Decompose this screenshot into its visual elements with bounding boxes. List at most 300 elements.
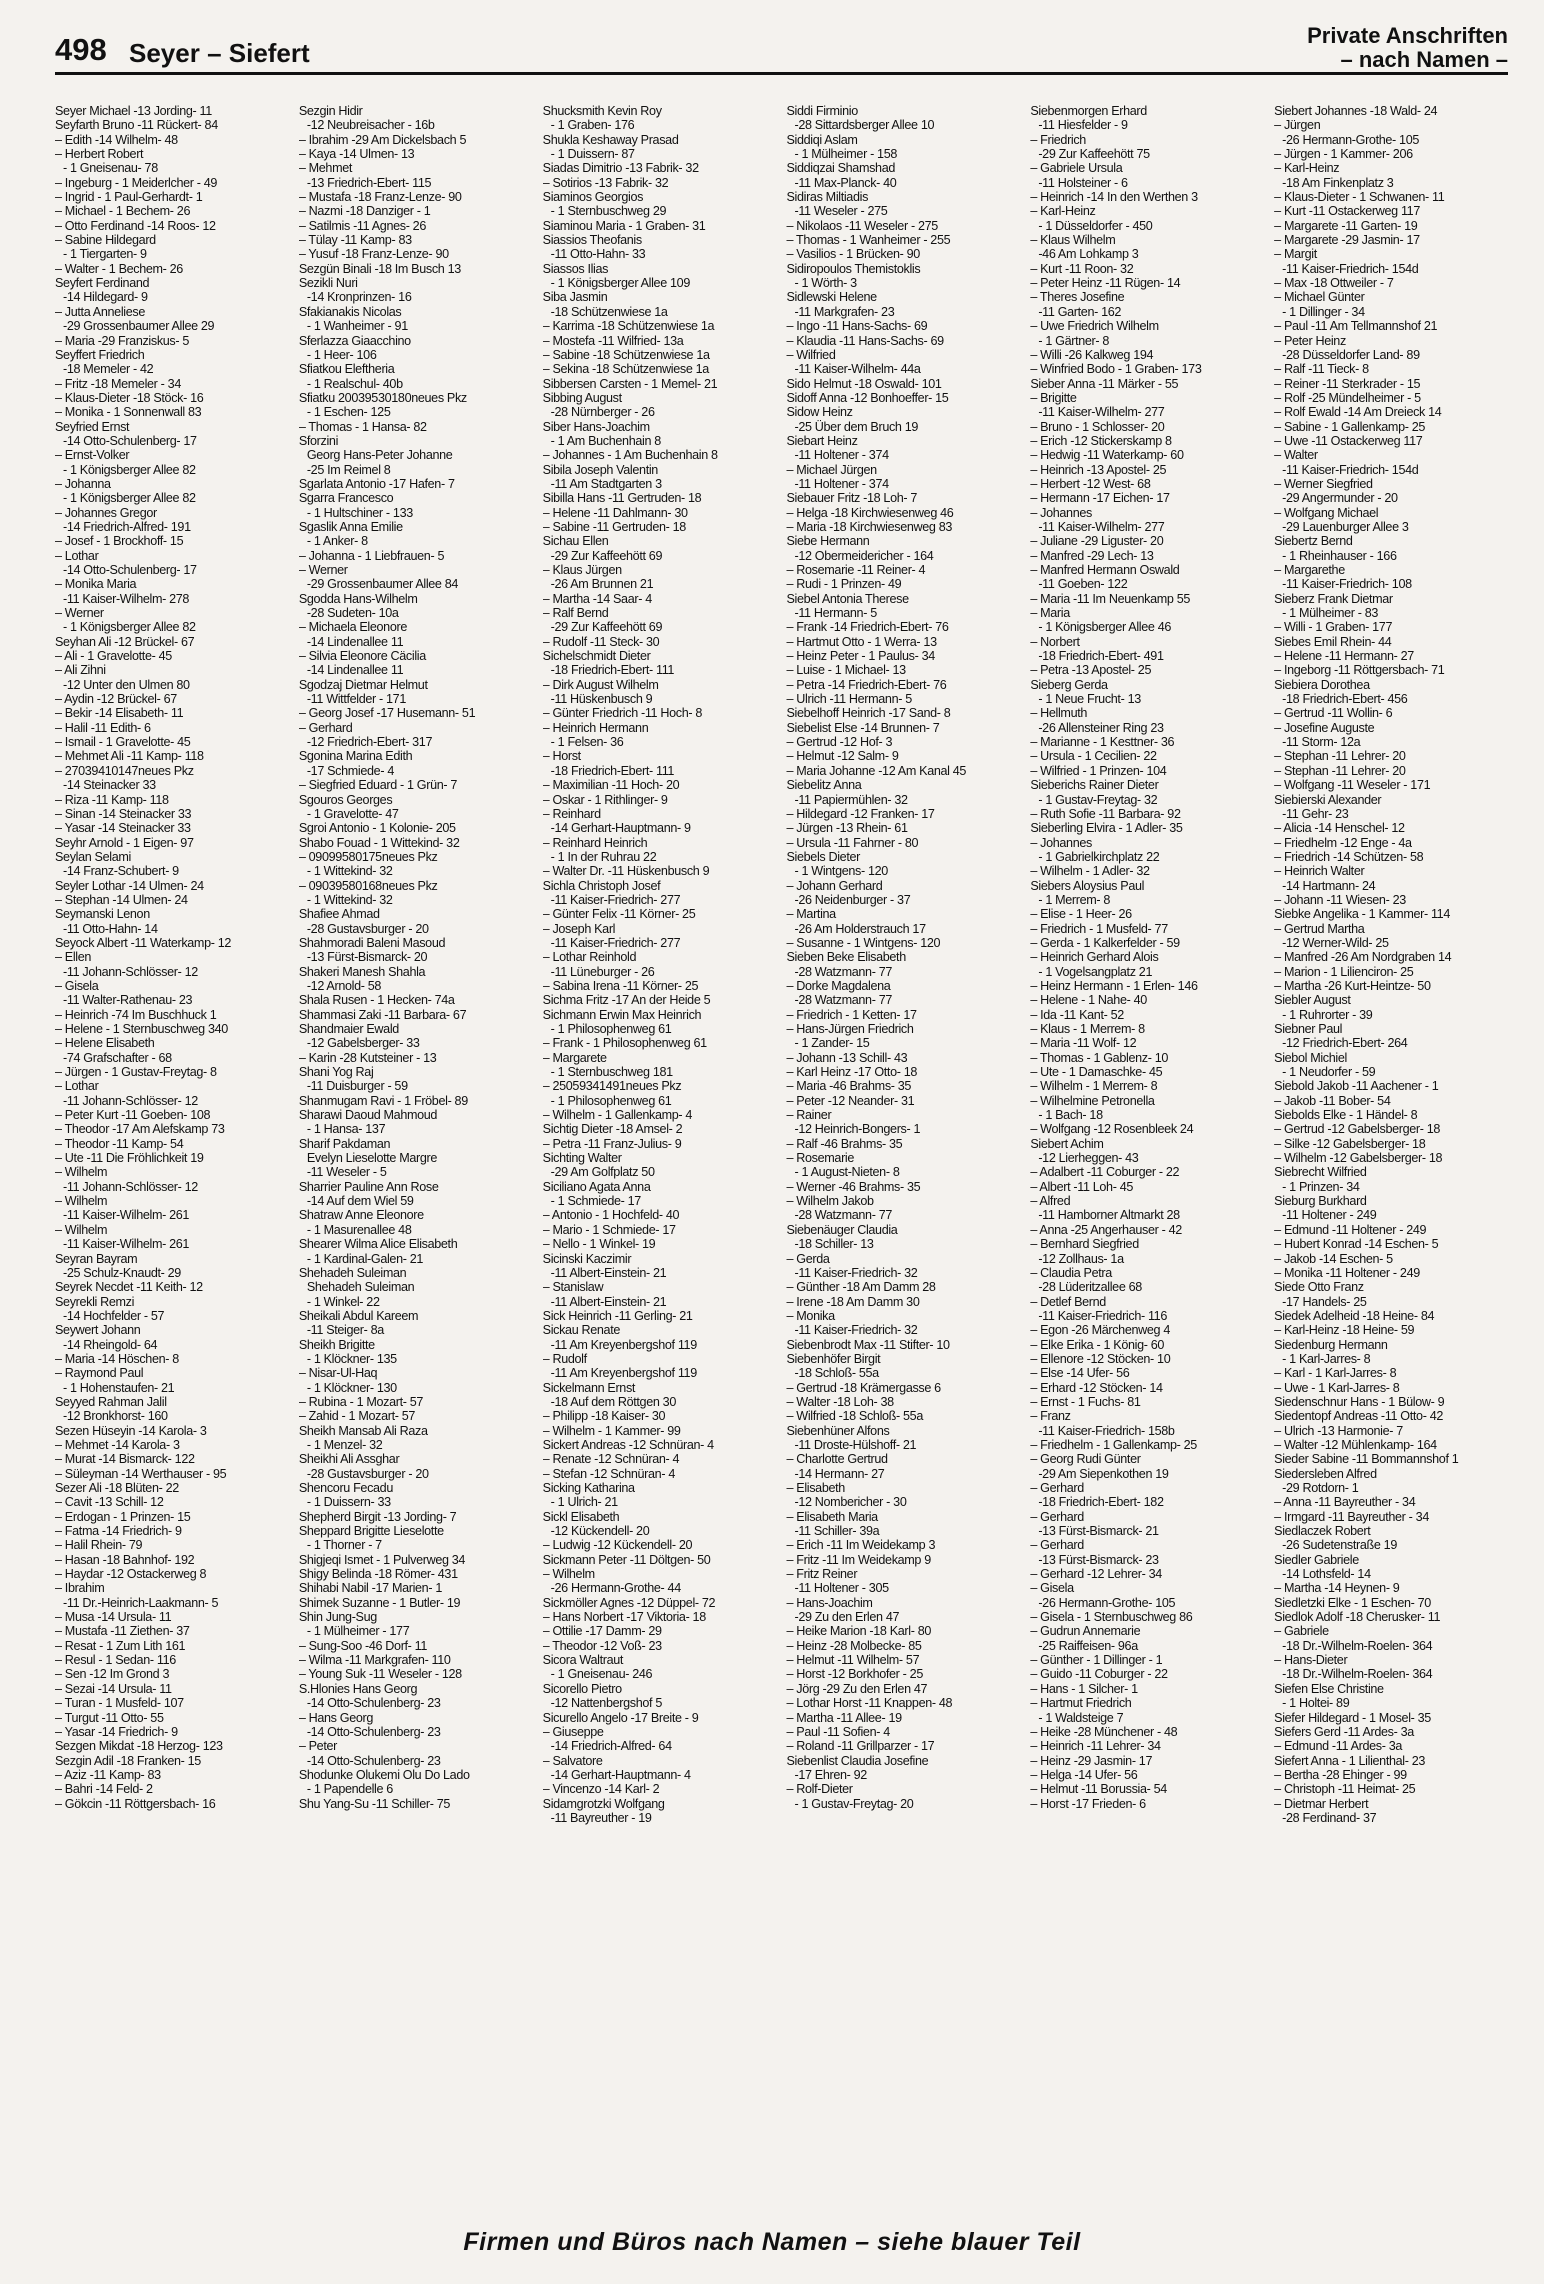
- directory-entry: – Willi -26 Kalkweg 194: [1030, 347, 1154, 362]
- directory-entry: - 1 Am Buchenhain 8: [550, 433, 661, 448]
- directory-entry: -28 Sittardsberger Allee 10: [794, 118, 935, 133]
- directory-entry: – Irene -18 Am Damm 30: [786, 1294, 920, 1309]
- directory-entry: – Margarete: [542, 1050, 607, 1065]
- directory-entry: Siede Otto Franz: [1274, 1280, 1364, 1295]
- directory-entry: -18 Friedrich-Ebert- 491: [1038, 649, 1164, 664]
- directory-entry: – Stefan -12 Schnüran- 4: [542, 1466, 675, 1481]
- directory-entry: – Riza -11 Kamp- 118: [55, 792, 169, 807]
- directory-entry: Sforzini: [298, 433, 339, 448]
- directory-entry: – Ali Zihni: [55, 663, 106, 678]
- directory-entry: Sickl Elisabeth: [542, 1509, 620, 1524]
- directory-entry: – Ralf Bernd: [542, 606, 609, 621]
- directory-entry: Sieburg Burkhard: [1274, 1194, 1367, 1209]
- directory-entry: – Maria -18 Kirchwiesenweg 83: [786, 519, 953, 534]
- directory-entry: – Luise - 1 Michael- 13: [786, 663, 906, 678]
- directory-entry: – Kurt -11 Ostackerweg 117: [1274, 204, 1420, 219]
- directory-entry: -14 Auf dem Wiel 59: [306, 1194, 414, 1209]
- directory-entry: Sezer Ali -18 Blüten- 22: [55, 1481, 179, 1495]
- directory-entry: – Heinrich Hermann: [542, 720, 649, 735]
- directory-entry: -14 Otto-Schulenberg- 23: [306, 1724, 441, 1739]
- directory-entry: -18 Dr.-Wilhelm-Roelen- 364: [1282, 1638, 1433, 1653]
- directory-entry: Siebold Jakob -11 Aachener - 1: [1274, 1079, 1439, 1094]
- directory-entry: -14 Hermann- 27: [794, 1466, 885, 1481]
- directory-entry: -18 Schloß- 55a: [794, 1366, 879, 1381]
- directory-entry: Siedletzki Elke - 1 Eschen- 70: [1274, 1595, 1431, 1610]
- directory-entry: – Heike -28 Münchener - 48: [1030, 1724, 1178, 1739]
- directory-entry: – Sung-Soo -46 Dorf- 11: [298, 1638, 428, 1653]
- directory-entry: – Horst: [542, 749, 581, 764]
- directory-entry: Shatraw Anne Eleonore: [298, 1208, 424, 1223]
- directory-entry: Shammasi Zaki -11 Barbara- 67: [298, 1007, 467, 1022]
- directory-entry: – Johanna: [55, 476, 111, 491]
- directory-entry: Shucksmith Kevin Roy: [542, 104, 662, 118]
- directory-entry: – Albert -11 Loh- 45: [1030, 1179, 1134, 1194]
- directory-entry: -14 Kronprinzen- 16: [306, 290, 412, 305]
- directory-entry: - 1 Dillinger - 34: [1282, 304, 1365, 319]
- directory-entry: – Günter Friedrich -11 Hoch- 8: [542, 706, 703, 721]
- directory-entry: – Joseph Karl: [542, 921, 616, 936]
- directory-entry: – Martha -14 Heynen- 9: [1274, 1581, 1400, 1596]
- directory-entry: – Walter: [1274, 448, 1318, 463]
- directory-entry: -11 Kaiser-Wilhelm- 44a: [794, 362, 921, 377]
- directory-entry: – Hans-Joachim: [786, 1595, 873, 1610]
- directory-entry: – Friedrich - 1 Ketten- 17: [786, 1007, 917, 1022]
- directory-entry: – Detlef Bernd: [1030, 1294, 1106, 1309]
- directory-entry: - 1 Mülheimer - 158: [794, 147, 898, 162]
- directory-entry: – Max -18 Ottweiler - 7: [1274, 276, 1394, 291]
- directory-entry: -11 Schiller- 39a: [794, 1524, 880, 1539]
- directory-entry: – Vasilios - 1 Brücken- 90: [786, 247, 920, 262]
- directory-entry: - 1 Bach- 18: [1038, 1108, 1103, 1123]
- directory-entry: – Walter Dr. -11 Hüskenbusch 9: [542, 864, 710, 879]
- directory-entry: – Horst -17 Frieden- 6: [1030, 1796, 1146, 1811]
- directory-entry: – Ida -11 Kant- 52: [1030, 1007, 1124, 1022]
- directory-entry: -26 Allensteiner Ring 23: [1038, 720, 1164, 735]
- directory-entry: – Süleyman -14 Werthauser - 95: [55, 1466, 227, 1481]
- directory-entry: Seylan Selami: [55, 849, 131, 864]
- directory-entry: – Elise - 1 Heer- 26: [1030, 907, 1132, 922]
- directory-entry: - 1 Schmiede- 17: [550, 1194, 641, 1209]
- directory-entry: – Karl-Heinz: [1274, 161, 1340, 176]
- directory-entry: – Jakob -11 Bober- 54: [1274, 1093, 1391, 1108]
- directory-entry: – Friedhelm -12 Enge - 4a: [1274, 835, 1412, 850]
- directory-entry: Sheikh Brigitte: [298, 1337, 375, 1352]
- directory-entry: – Heinrich -14 In den Werthen 3: [1030, 190, 1198, 205]
- directory-entry: – Resul - 1 Sedan- 116: [55, 1653, 176, 1668]
- directory-entry: Sezgin Adil -18 Franken- 15: [55, 1753, 201, 1768]
- directory-entry: – Satilmis -11 Agnes- 26: [298, 218, 426, 233]
- directory-entry: -17 Ehren- 92: [794, 1767, 867, 1782]
- directory-entry: – Gertrud -18 Krämergasse 6: [786, 1380, 941, 1395]
- directory-entry: – Norbert: [1030, 634, 1080, 649]
- directory-entry: Siadas Dimitrio -13 Fabrik- 32: [542, 161, 699, 176]
- directory-entry: -11 Lüneburger - 26: [550, 964, 655, 979]
- directory-entry: -11 Walter-Rathenau- 23: [63, 993, 193, 1008]
- directory-entry: – 27039410147neues Pkz: [55, 763, 194, 778]
- directory-entry: – Reinhard Heinrich: [542, 835, 648, 850]
- directory-entry: -29 Am Siepenkothen 19: [1038, 1466, 1169, 1481]
- directory-entry: Siebenlist Claudia Josefine: [786, 1753, 929, 1768]
- directory-entry: – Werner Siegfried: [1274, 476, 1373, 491]
- directory-entry: Sharif Pakdaman: [298, 1136, 391, 1151]
- directory-entry: - 1 Prinzen- 34: [1282, 1179, 1360, 1194]
- directory-entry: Siebart Heinz: [786, 433, 858, 448]
- directory-entry: – Ernst-Volker: [55, 448, 130, 463]
- directory-entry: – Heinrich Gerhard Alois: [1030, 950, 1159, 965]
- directory-entry: Shehadeh Suleiman: [298, 1265, 407, 1280]
- directory-entry: – Margit: [1274, 247, 1317, 262]
- directory-entry: - 1 Papendelle 6: [306, 1782, 393, 1797]
- directory-entry: Sieberz Frank Dietmar: [1274, 591, 1393, 606]
- directory-entry: -11 Kaiser-Friedrich- 32: [794, 1265, 918, 1280]
- directory-entry: – Aziz -11 Kamp- 83: [55, 1767, 161, 1782]
- directory-entry: – Ingeburg - 1 Meiderlcher - 49: [55, 175, 218, 190]
- directory-entry: – Kaya -14 Ulmen- 13: [298, 147, 415, 162]
- directory-entry: -11 Hüskenbusch 9: [550, 692, 653, 707]
- directory-entry: – Antonio - 1 Hochfeld- 40: [542, 1208, 680, 1223]
- directory-entry: – Ellenore -12 Stöcken- 10: [1030, 1351, 1171, 1366]
- directory-entry: -14 Gerhart-Hauptmann- 4: [550, 1767, 691, 1782]
- directory-entry: -28 Watzmann- 77: [794, 1208, 893, 1223]
- directory-entry: – Friedrich: [1030, 132, 1086, 147]
- directory-entry: -11 Johann-Schlösser- 12: [63, 1093, 198, 1108]
- directory-entry: Seyran Bayram: [55, 1251, 138, 1266]
- directory-entry: Sieder Sabine -11 Bommannshof 1: [1274, 1452, 1459, 1467]
- directory-entry: Shahmoradi Baleni Masoud: [298, 935, 446, 950]
- directory-entry: – Ralf -46 Brahms- 35: [786, 1136, 903, 1151]
- directory-entry: – Resat - 1 Zum Lith 161: [55, 1638, 186, 1653]
- directory-entry: – Ismail - 1 Gravelotte- 45: [55, 735, 191, 750]
- directory-entry: – Heinrich -74 Im Buschhuck 1: [55, 1007, 217, 1022]
- directory-entry: – Fritz -11 Im Weidekamp 9: [786, 1552, 931, 1567]
- directory-entry: Shu Yang-Su -11 Schiller- 75: [298, 1796, 451, 1811]
- directory-entry: – Hans Georg: [298, 1710, 374, 1725]
- directory-entry: -18 Schiller- 13: [794, 1237, 874, 1252]
- directory-entry: - 1 Sternbuschweg 29: [550, 204, 667, 219]
- directory-entry: – Bahri -14 Feld- 2: [55, 1782, 153, 1797]
- directory-entry: Evelyn Lieselotte Margre: [306, 1151, 438, 1166]
- directory-entry: – Bruno - 1 Schlosser- 20: [1030, 419, 1165, 434]
- directory-entry: Siefen Else Christine: [1274, 1681, 1384, 1696]
- directory-entry: – Wilfried -18 Schloß- 55a: [786, 1409, 923, 1424]
- directory-entry: Siebenbrodt Max -11 Stifter- 10: [786, 1337, 950, 1352]
- directory-entry: Shihabi Nabil -17 Marien- 1: [298, 1581, 442, 1596]
- directory-entry: -17 Handels- 25: [1282, 1294, 1367, 1309]
- directory-entry: Siebke Angelika - 1 Kammer- 114: [1274, 907, 1450, 922]
- directory-entry: – Gudrun Annemarie: [1030, 1624, 1141, 1639]
- directory-entry: – Ute - 1 Damaschke- 45: [1030, 1065, 1163, 1080]
- directory-entry: Shani Yog Raj: [298, 1065, 374, 1080]
- directory-entry: - 1 Königsberger Allee 46: [1038, 620, 1171, 635]
- directory-entry: – Marion - 1 Lilienciron- 25: [1274, 964, 1414, 979]
- directory-entry: -26 Neidenburger - 37: [794, 892, 911, 907]
- directory-entry: -11 Am Kreyenbergshof 119: [550, 1366, 697, 1381]
- directory-entry: Sicurello Angelo -17 Breite - 9: [542, 1710, 699, 1725]
- directory-entry: Shandmaier Ewald: [298, 1022, 399, 1036]
- directory-entry: -29 Zur Kaffeehött 69: [550, 548, 663, 563]
- directory-entry: – Jürgen -13 Rhein- 61: [786, 821, 908, 836]
- directory-entry: - 1 Hohenstaufen- 21: [63, 1380, 175, 1395]
- directory-entry: Siebers Aloysius Paul: [1030, 878, 1145, 893]
- directory-entry: – Ali - 1 Gravelotte- 45: [55, 649, 172, 664]
- directory-entry: – 25059341491neues Pkz: [542, 1079, 682, 1094]
- directory-entry: – Ulrich -13 Harmonie- 7: [1274, 1423, 1403, 1438]
- directory-entry: – Rainer: [786, 1108, 832, 1123]
- directory-entry: – Silke -12 Gabelsberger- 18: [1274, 1136, 1426, 1151]
- directory-entry: -74 Grafschafter - 68: [63, 1050, 172, 1065]
- directory-entry: – Johannes Gregor: [55, 505, 157, 520]
- directory-entry: -12 Friedrich-Ebert- 264: [1282, 1036, 1408, 1051]
- directory-entry: -11 Markgrafen- 23: [794, 304, 895, 319]
- directory-entry: -46 Am Lohkamp 3: [1038, 247, 1139, 262]
- directory-entry: – Juliane -29 Liguster- 20: [1030, 534, 1164, 549]
- directory-entry: -29 Zur Kaffeehött 75: [1038, 147, 1150, 162]
- directory-entry: - 1 Duissern- 33: [306, 1495, 391, 1510]
- directory-entry: – Rosemarie: [786, 1151, 855, 1166]
- directory-entry: – Günther -18 Am Damm 28: [786, 1280, 936, 1295]
- directory-entry: – Johann -11 Wiesen- 23: [1274, 892, 1406, 907]
- directory-entry: – Heinz -29 Jasmin- 17: [1030, 1753, 1153, 1768]
- directory-entry: Siefers Gerd -11 Ardes- 3a: [1274, 1724, 1414, 1739]
- directory-entry: -11 Hamborner Altmarkt 28: [1038, 1208, 1180, 1223]
- directory-entry: – Hans-Jürgen Friedrich: [786, 1022, 914, 1036]
- directory-entry: Seywert Johann: [55, 1323, 141, 1338]
- directory-entry: -14 Gerhart-Hauptmann- 9: [550, 821, 691, 836]
- directory-entry: Siebenhüner Alfons: [786, 1423, 890, 1438]
- directory-entry: – Halil -11 Edith- 6: [55, 720, 151, 735]
- directory-entry: Siedler Gabriele: [1274, 1552, 1359, 1567]
- directory-entry: - 1 Menzel- 32: [306, 1437, 383, 1452]
- directory-entry: -12 Werner-Wild- 25: [1282, 935, 1389, 950]
- directory-entry: -14 Hochfelder - 57: [63, 1308, 165, 1323]
- directory-entry: – Gisela - 1 Sternbuschweg 86: [1030, 1610, 1193, 1625]
- directory-entry: - 1 Königsberger Allee 109: [550, 276, 690, 291]
- directory-entry: -28 Lüderitzallee 68: [1038, 1280, 1142, 1295]
- directory-entry: – Helga -14 Ufer- 56: [1030, 1767, 1138, 1782]
- directory-entry: -11 Papiermühlen- 32: [794, 792, 908, 807]
- directory-entry: – Thomas - 1 Wanheimer - 255: [786, 233, 951, 248]
- directory-entry: - 1 Masurenallee 48: [306, 1222, 412, 1237]
- directory-entry: – Gerhard: [1030, 1481, 1084, 1495]
- directory-entry: -12 Unter den Ulmen 80: [63, 677, 190, 692]
- directory-entry: – Edmund -11 Ardes- 3a: [1274, 1739, 1403, 1754]
- directory-entry: Sezikli Nuri: [298, 276, 358, 291]
- directory-entry: Siassios Theofanis: [542, 233, 642, 248]
- directory-entry: - 1 Königsberger Allee 82: [63, 620, 196, 635]
- directory-entry: – Claudia Petra: [1030, 1265, 1112, 1280]
- directory-entry: - 1 Thorner - 7: [306, 1538, 382, 1553]
- directory-entry: – Stephan -11 Lehrer- 20: [1274, 763, 1406, 778]
- directory-entry: Sezgün Binali -18 Im Busch 13: [298, 261, 461, 276]
- directory-entry: - 1 Ruhrorter - 39: [1282, 1007, 1373, 1022]
- directory-entry: – Helene -11 Hermann- 27: [1274, 649, 1414, 664]
- directory-entry: – Hubert Konrad -14 Eschen- 5: [1274, 1237, 1439, 1252]
- directory-entry: -11 Johann-Schlösser- 12: [63, 964, 198, 979]
- directory-entry: Sido Helmut -18 Oswald- 101: [786, 376, 942, 391]
- directory-entry: Siebner Paul: [1274, 1022, 1343, 1036]
- directory-entry: - 1 Wittekind- 32: [306, 892, 393, 907]
- directory-entry: Sharawi Daoud Mahmoud: [298, 1108, 438, 1123]
- directory-entry: – Wilhelm: [542, 1567, 595, 1582]
- directory-entry: Sferlazza Giaacchino: [298, 333, 411, 348]
- directory-entry: – Gertrud -11 Wollin- 6: [1274, 706, 1393, 721]
- directory-entry: Sickmöller Agnes -12 Düppel- 72: [542, 1595, 716, 1610]
- directory-entry: -28 Nürnberger - 26: [550, 405, 655, 420]
- directory-column: [1030, 104, 1266, 2189]
- directory-entry: – Murat -14 Bismarck- 122: [55, 1452, 195, 1467]
- directory-entry: - 1 Realschul- 40b: [306, 376, 403, 391]
- directory-entry: – Lothar Reinhold: [542, 950, 637, 965]
- directory-entry: – Rolf-Dieter: [786, 1782, 853, 1797]
- directory-entry: Siebe Hermann: [786, 534, 870, 549]
- directory-entry: – Petra -14 Friedrich-Ebert- 76: [786, 677, 947, 692]
- directory-entry: -11 Bayreuther - 19: [550, 1810, 652, 1825]
- directory-entry: Siebelhoff Heinrich -17 Sand- 8: [786, 706, 951, 721]
- directory-entry: – Maria -14 Höschen- 8: [55, 1351, 179, 1366]
- directory-entry: – Rubina - 1 Mozart- 57: [298, 1394, 424, 1409]
- directory-entry: – Sotirios -13 Fabrik- 32: [542, 175, 669, 190]
- directory-entry: – Ruth Sofie -11 Barbara- 92: [1030, 806, 1181, 821]
- directory-entry: -13 Fürst-Bismarck- 23: [1038, 1552, 1159, 1567]
- directory-entry: – Wilhelm -12 Gabelsberger- 18: [1274, 1151, 1443, 1166]
- directory-entry: Sieberg Gerda: [1030, 677, 1108, 692]
- directory-entry: – Ute -11 Die Fröhlichkeit 19: [55, 1151, 204, 1166]
- directory-entry: – Margarete -29 Jasmin- 17: [1274, 233, 1420, 248]
- directory-entry: – Werner -46 Brahms- 35: [786, 1179, 921, 1194]
- directory-entry: – Helene -11 Dahlmann- 30: [542, 505, 688, 520]
- directory-entry: – Mostefa -11 Wilfried- 13a: [542, 333, 684, 348]
- directory-entry: -11 Holtener - 374: [794, 448, 889, 463]
- directory-entry: Sgaslik Anna Emilie: [298, 519, 403, 534]
- directory-entry: -11 Kaiser-Wilhelm- 261: [63, 1208, 190, 1223]
- directory-entry: -11 Weseler - 275: [794, 204, 888, 219]
- directory-entry: – Reiner -11 Sterkrader - 15: [1274, 376, 1421, 391]
- directory-entry: – Margarethe: [1274, 563, 1345, 577]
- directory-entry: – Maria Johanne -12 Am Kanal 45: [786, 763, 967, 778]
- directory-column: [543, 104, 779, 2189]
- directory-entry: Seyfarth Bruno -11 Rückert- 84: [55, 118, 218, 133]
- directory-entry: Seyrekli Remzi: [55, 1294, 135, 1309]
- directory-entry: Shukla Keshaway Prasad: [542, 132, 679, 147]
- directory-entry: Shakeri Manesh Shahla: [298, 964, 426, 979]
- directory-entry: -11 Holtener - 374: [794, 476, 889, 491]
- directory-entry: - 1 Tiergarten- 9: [63, 247, 147, 262]
- directory-entry: - 1 Königsberger Allee 82: [63, 491, 196, 506]
- directory-entry: – Ulrich -11 Hermann- 5: [786, 692, 912, 707]
- directory-entry: -26 Hermann-Grothe- 105: [1282, 132, 1420, 147]
- directory-entry: Shigjeqi Ismet - 1 Pulverweg 34: [298, 1552, 466, 1567]
- directory-entry: -11 Goeben- 122: [1038, 577, 1128, 592]
- directory-entry: -18 Am Finkenplatz 3: [1282, 175, 1394, 190]
- directory-entry: – Karrima -18 Schützenwiese 1a: [542, 319, 715, 334]
- directory-entry: - 1 Mülheimer - 83: [1282, 606, 1379, 621]
- directory-entry: – Mehmet -14 Karola- 3: [55, 1437, 180, 1452]
- directory-entry: – Ludwig -12 Kückendell- 20: [542, 1538, 693, 1553]
- directory-entry: – Helmut -11 Borussia- 54: [1030, 1782, 1167, 1797]
- directory-entry: – Wilhelm - 1 Adler- 32: [1030, 864, 1150, 879]
- directory-entry: – Horst -12 Borkhofer - 25: [786, 1667, 923, 1682]
- directory-entry: -11 Garten- 162: [1038, 304, 1122, 319]
- directory-column: [55, 104, 291, 2189]
- directory-entry: – Heinz Peter - 1 Paulus- 34: [786, 649, 935, 664]
- directory-entry: Sidamgrotzki Wolfgang: [542, 1796, 665, 1811]
- directory-entry: Sichla Christoph Josef: [542, 878, 661, 893]
- directory-entry: – 09099580175neues Pkz: [298, 849, 438, 864]
- directory-entry: – Josefine Auguste: [1274, 720, 1375, 735]
- directory-entry: -11 Storm- 12a: [1282, 735, 1361, 750]
- directory-entry: Siedlaczek Robert: [1274, 1524, 1371, 1539]
- directory-entry: -29 Angermunder - 20: [1282, 491, 1398, 506]
- directory-entry: Siebelist Else -14 Brunnen- 7: [786, 720, 940, 735]
- directory-entry: -11 Kaiser-Friedrich- 154d: [1282, 261, 1419, 276]
- directory-entry: – Ingrid - 1 Paul-Gerhardt- 1: [55, 190, 203, 205]
- directory-entry: – Maria: [1030, 606, 1070, 621]
- directory-entry: – Jürgen - 1 Kammer- 206: [1274, 147, 1413, 162]
- directory-entry: -28 Ferdinand- 37: [1282, 1810, 1377, 1825]
- directory-entry: - 1 Graben- 176: [550, 118, 635, 133]
- directory-entry: Sichma Fritz -17 An der Heide 5: [542, 993, 711, 1008]
- directory-entry: – Helmut -12 Salm- 9: [786, 749, 899, 764]
- directory-entry: – Margarete -11 Garten- 19: [1274, 218, 1418, 233]
- directory-entry: – Marianne - 1 Kesttner- 36: [1030, 735, 1175, 750]
- directory-entry: – Michael Jürgen: [786, 462, 877, 477]
- directory-entry: -25 Über dem Bruch 19: [794, 419, 919, 434]
- directory-entry: Siebes Emil Rhein- 44: [1274, 634, 1392, 649]
- directory-entry: – Walter - 1 Bechem- 26: [55, 261, 183, 276]
- directory-entry: – Anna -11 Bayreuther - 34: [1274, 1495, 1416, 1510]
- directory-entry: - 1 Philosophenweg 61: [550, 1093, 672, 1108]
- header-rule: [55, 72, 1508, 75]
- directory-entry: Seyock Albert -11 Waterkamp- 12: [55, 935, 232, 950]
- directory-entry: - 1 Wanheimer - 91: [306, 319, 408, 334]
- directory-entry: – Karl-Heinz -18 Heine- 59: [1274, 1323, 1415, 1338]
- directory-entry: - 1 Neudorfer - 59: [1282, 1065, 1376, 1080]
- directory-entry: -11 Hermann- 5: [794, 606, 877, 621]
- directory-entry: – Irmgard -11 Bayreuther - 34: [1274, 1509, 1429, 1524]
- directory-entry: Sheikh Mansab Ali Raza: [298, 1423, 428, 1438]
- directory-entry: Sfiatku 20039530180neues Pkz: [298, 390, 467, 405]
- directory-entry: Sheikali Abdul Kareem: [298, 1308, 419, 1323]
- directory-entry: Siefert Anna - 1 Lilienthal- 23: [1274, 1753, 1426, 1768]
- directory-entry: -11 Droste-Hülshoff- 21: [794, 1437, 917, 1452]
- directory-entry: Siebertz Bernd: [1274, 534, 1353, 549]
- directory-entry: – Vincenzo -14 Karl- 2: [542, 1782, 660, 1797]
- directory-entry: – Stanislaw: [542, 1280, 604, 1295]
- directory-entry: – Gökcin -11 Röttgersbach- 16: [55, 1796, 216, 1811]
- directory-columns: [55, 104, 1510, 2189]
- directory-entry: - 1 Winkel- 22: [306, 1294, 380, 1309]
- section-title-line2: – nach Namen –: [1340, 47, 1508, 72]
- directory-entry: – Wilhelm Jakob: [786, 1194, 874, 1209]
- directory-entry: – Sezai -14 Ursula- 11: [55, 1681, 172, 1696]
- directory-entry: Siedentopf Andreas -11 Otto- 42: [1274, 1409, 1444, 1424]
- directory-entry: – Sabina Irena -11 Körner- 25: [542, 978, 699, 993]
- directory-entry: – Martha -11 Allee- 19: [786, 1710, 902, 1725]
- directory-entry: – Theres Josefine: [1030, 290, 1125, 305]
- directory-entry: – Mehmet: [298, 161, 353, 176]
- directory-entry: – Heinz Hermann - 1 Erlen- 146: [1030, 978, 1198, 993]
- directory-entry: – Jörg -29 Zu den Erlen 47: [786, 1681, 928, 1696]
- directory-entry: -11 Holtener - 249: [1282, 1208, 1377, 1223]
- directory-entry: -12 Nombericher - 30: [794, 1495, 907, 1510]
- directory-entry: -14 Otto-Schulenberg- 17: [63, 433, 197, 448]
- directory-entry: Sharrier Pauline Ann Rose: [298, 1179, 439, 1194]
- directory-entry: – Rudolf -11 Steck- 30: [542, 634, 660, 649]
- directory-entry: – Gertrud Martha: [1274, 921, 1365, 936]
- directory-entry: – Aydin -12 Brückel- 67: [55, 692, 177, 707]
- directory-entry: – Fritz Reiner: [786, 1567, 858, 1582]
- directory-entry: – Renate -12 Schnüran- 4: [542, 1452, 680, 1467]
